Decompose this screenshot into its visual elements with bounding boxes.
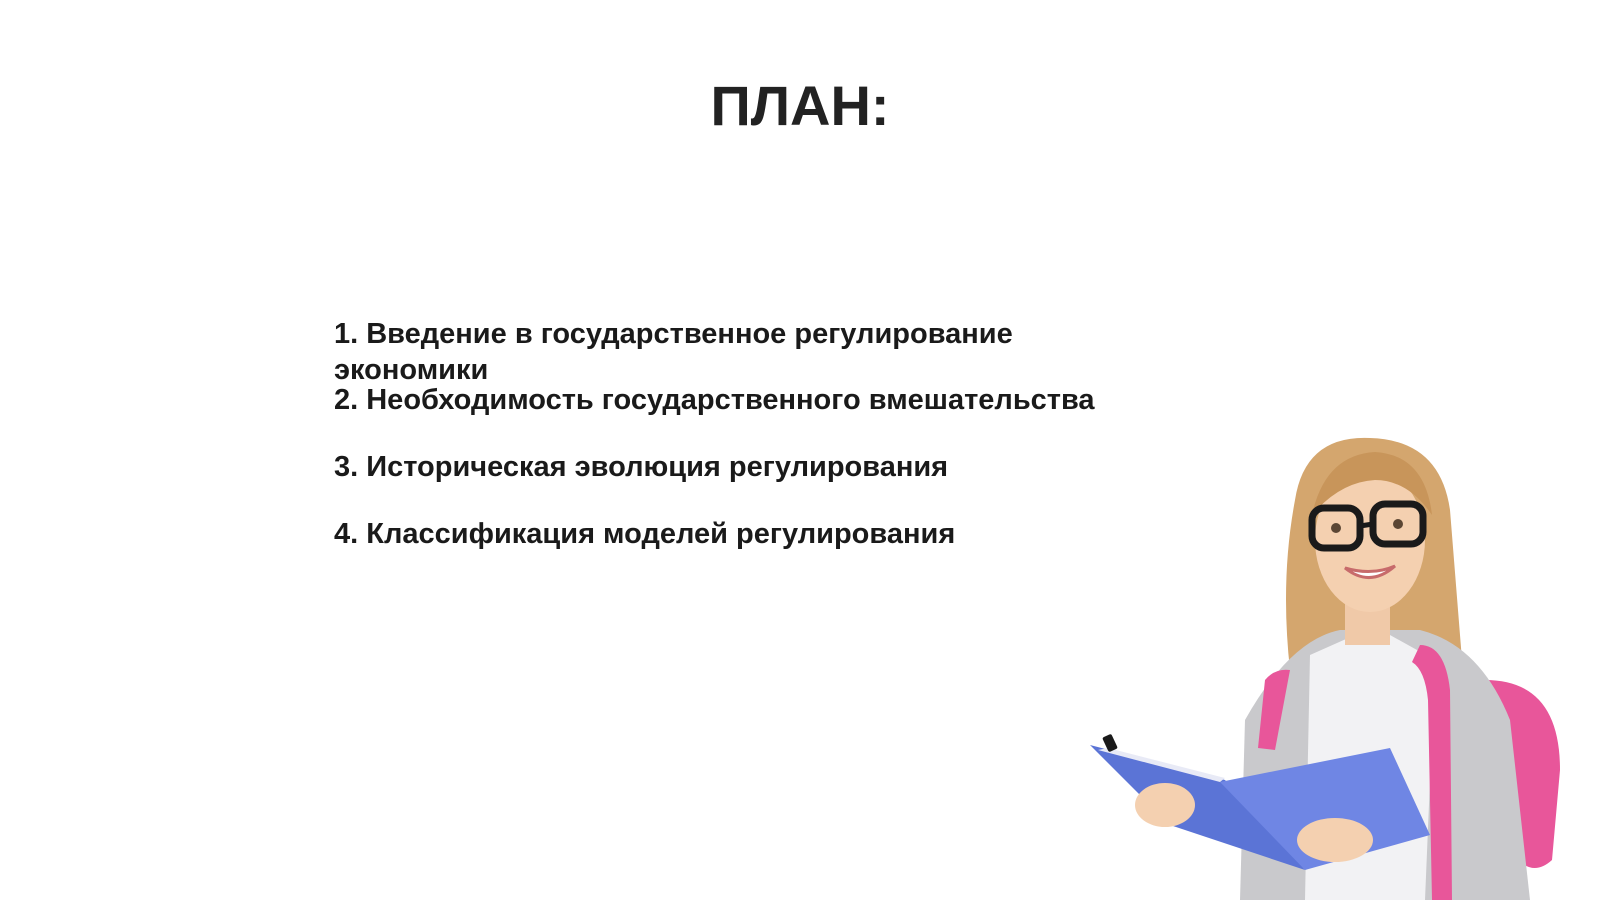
plan-list — [334, 316, 1194, 552]
plan-item-2: 2. Необходимость государственного вмешательства — [334, 384, 1095, 416]
hand-right — [1297, 818, 1373, 862]
plan-item-1: 1. Введение в государственное регулирование экономики — [334, 318, 1013, 386]
eye-right — [1393, 519, 1403, 529]
hand-left — [1135, 783, 1195, 827]
glasses-bridge — [1360, 524, 1373, 526]
plan-item-4: 4. Классификация моделей регулирования — [334, 518, 956, 550]
student-girl-illustration — [1090, 430, 1600, 900]
slide-title: ПЛАН: — [710, 74, 890, 137]
eye-left — [1331, 523, 1341, 533]
plan-item-3: 3. Историческая эволюция регулирования — [334, 451, 949, 483]
